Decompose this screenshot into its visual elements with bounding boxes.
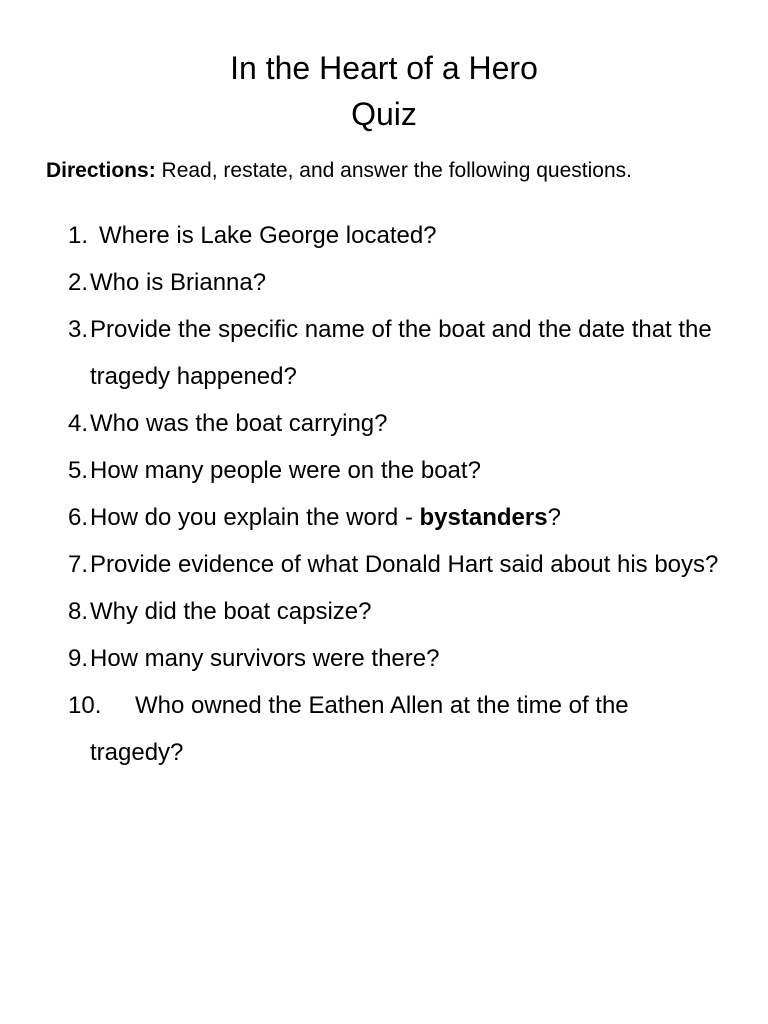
question-number: 3. (68, 316, 89, 343)
page-title: In the Heart of a Hero (230, 50, 538, 86)
question-text: How many people were on the boat? (90, 457, 481, 484)
question-number: 1. (68, 222, 89, 249)
question-4 (68, 400, 728, 447)
question-text (90, 504, 561, 531)
question-number: 6. (68, 504, 89, 531)
question-number: 2. (68, 269, 89, 296)
question-5 (68, 447, 728, 494)
question-text: How many survivors were there? (90, 645, 440, 672)
question-1 (68, 212, 728, 259)
page-subtitle: Quiz (351, 96, 417, 132)
question-number: 5. (68, 457, 89, 484)
question-text: Why did the boat capsize? (90, 598, 372, 625)
question-text: Provide the specific name of the boat and the date that the tragedy happened? (90, 316, 712, 390)
question-text: Who was the boat carrying? (90, 410, 388, 437)
question-text: Who owned the Eathen Allen at the time of the tragedy? (90, 692, 629, 766)
question-number: 10. (68, 692, 102, 719)
question-8 (68, 588, 728, 635)
bold-term: bystanders (419, 504, 548, 531)
question-text: Who is Brianna? (90, 269, 267, 296)
question-number: 8. (68, 598, 89, 625)
question-number: 7. (68, 551, 89, 578)
question-text-before: How do you explain the word - (90, 504, 420, 531)
question-10 (68, 682, 728, 776)
question-text: Provide evidence of what Donald Hart said about his boys? (90, 551, 719, 578)
question-7 (68, 541, 728, 588)
question-3 (68, 306, 728, 400)
question-6 (68, 494, 728, 541)
question-2 (68, 259, 728, 306)
question-9 (68, 635, 728, 682)
question-text: Where is Lake George located? (99, 222, 437, 249)
question-number: 9. (68, 645, 89, 672)
question-list (68, 212, 728, 776)
question-number: 4. (68, 410, 89, 437)
directions-label: Directions: (46, 159, 156, 182)
directions-text: Read, restate, and answer the following questions. (155, 159, 632, 182)
question-text-after: ? (547, 504, 561, 531)
directions (46, 156, 632, 186)
